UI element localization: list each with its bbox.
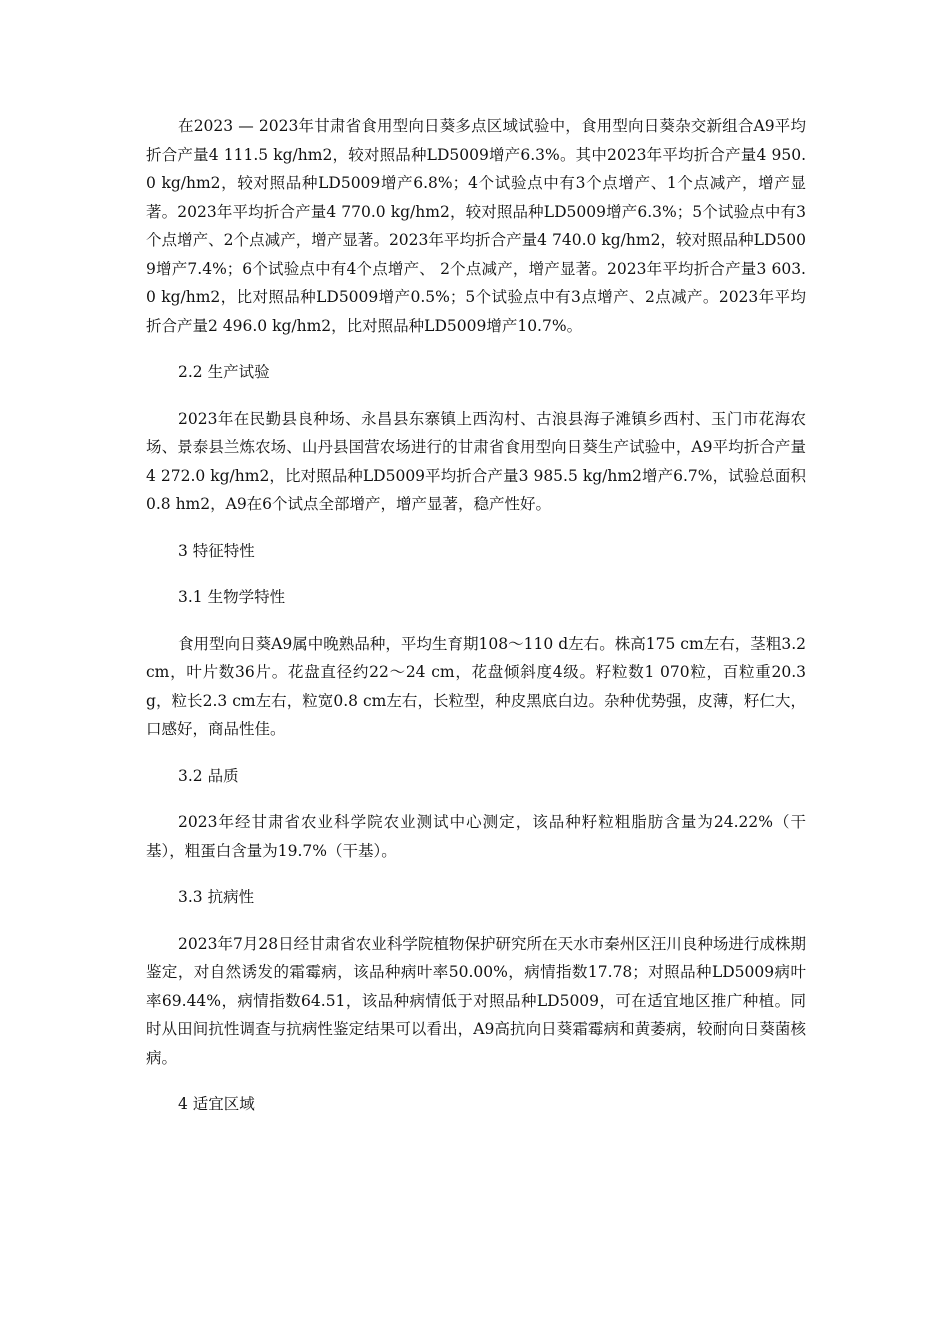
section-heading: 3.2 品质 xyxy=(178,766,239,785)
body-paragraph: 2023年在民勤县良种场、永昌县东寨镇上西沟村、古浪县海子滩镇乡西村、玉门市花海农场、景泰县兰炼农场、山丹县国营农场进行的甘肃省食用型向日葵生产试验中，A9平均折合产量 4 272.0 kg/hm2，比对照品种LD5009平均折合产量3 985.5 kg/hm2增产6.7%，试验总面积0.8 hm2，A9在6个试点全部增产，增产显著，稳产性好。 xyxy=(146,409,806,513)
body-paragraph: 2023年经甘肃省农业科学院农业测试中心测定，该品种籽粒粗脂肪含量为24.22%（干基），粗蛋白含量为19.7%（干基）。 xyxy=(146,813,806,860)
body-paragraph: 在2023 — 2023年甘肃省食用型向日葵多点区域试验中，食用型向日葵杂交新组合A9平均折合产量4 111.5 kg/hm2，较对照品种LD5009增产6.3%。其中2023年平均折合产量4 950.0 kg/hm2，较对照品种LD5009增产6.8%；4个试验点中有3个点增产、1个点减产，增产显著。2023年平均折合产量4 770.0 kg/hm2，较对照品种LD5009增产6.3%；5个试验点中有3个点增产、2个点减产，增产显著。2023年平均折合产量4 740.0 kg/hm2，较对照品种LD5009增产7.4%；6个试验点中有4个点增产、 2个点减产，增产显著。2023年平均折合产量3 603.0 kg/hm2，比对照品种LD5009增产0.5%；5个试验点中有3点增产、2点减产。2023年平均折合产量2 496.0 kg/hm2，比对照品种LD5009增产10.7%。 xyxy=(146,117,806,335)
section-heading: 3 特征特性 xyxy=(178,541,255,560)
body-paragraph: 食用型向日葵A9属中晚熟品种，平均生育期108～110 d左右。株高175 cm左右，茎粗3.2 cm，叶片数36片。花盘直径约22～24 cm，花盘倾斜度4级。籽粒数1 070粒，百粒重20.3 g，粒长2.3 cm左右，粒宽0.8 cm左右，长粒型，种皮黑底白边。杂种优势强，皮薄，籽仁大，口感好，商品性佳。 xyxy=(146,634,806,738)
section-heading: 4 适宜区域 xyxy=(178,1095,255,1113)
section-heading: 3.3 抗病性 xyxy=(178,888,255,906)
section-heading: 2.2 生产试验 xyxy=(178,363,270,381)
document-body xyxy=(146,112,806,1137)
section-heading: 3.1 生物学特性 xyxy=(178,588,286,606)
body-paragraph: 2023年7月28日经甘肃省农业科学院植物保护研究所在天水市秦州区汪川良种场进行成株期鉴定，对自然诱发的霜霉病，该品种病叶率50.00%，病情指数17.78；对照品种LD5009病叶率69.44%，病情指数64.51，该品种病情低于对照品种LD5009，可在适宜地区推广种植。同时从田间抗性调查与抗病性鉴定结果可以看出，A9高抗向日葵霜霉病和黄萎病，较耐向日葵菌核病。 xyxy=(146,934,806,1067)
